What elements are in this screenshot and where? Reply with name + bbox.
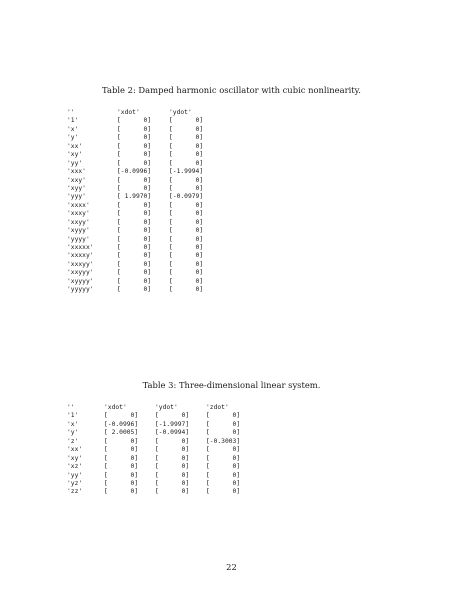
coefficient-cell: [ 0]: [169, 184, 204, 192]
coefficient-cell: [ 0]: [104, 463, 139, 471]
coefficient-cell: [-1.9997]: [155, 420, 190, 428]
table-row: [67, 185, 214, 193]
table-row: [67, 261, 214, 269]
coefficient-cell: [ 0]: [117, 269, 152, 277]
table-row: [67, 252, 214, 260]
table-row: [67, 126, 214, 134]
row-label: 'y': [67, 134, 79, 142]
column-header: 'zdot': [206, 404, 229, 411]
coefficient-cell: [ 0]: [206, 429, 241, 437]
coefficient-cell: [ 0]: [117, 159, 152, 167]
row-label: 'yy': [67, 159, 83, 167]
coefficient-cell: [ 0]: [117, 277, 152, 285]
column-header: '': [67, 109, 75, 116]
table-row: [67, 455, 251, 463]
coefficient-cell: [ 0]: [169, 235, 204, 243]
table-row: [67, 143, 214, 151]
table-row: [67, 412, 251, 420]
coefficient-cell: [ 0]: [206, 420, 241, 428]
coefficient-cell: [ 0]: [117, 201, 152, 209]
coefficient-cell: [-0.0994]: [155, 429, 190, 437]
coefficient-cell: [ 0]: [206, 446, 241, 454]
row-label: 'zz': [67, 488, 83, 496]
row-label: 'xyyyy': [67, 277, 94, 285]
coefficient-cell: [ 0]: [117, 227, 152, 235]
coefficient-cell: [ 0]: [169, 142, 204, 150]
coefficient-cell: [ 0]: [155, 488, 190, 496]
row-label: 'yyy': [67, 193, 86, 201]
table-header-row: [67, 404, 251, 412]
row-label: 'y': [67, 429, 79, 437]
table-row: [67, 488, 251, 496]
row-label: '1': [67, 412, 79, 420]
coefficient-cell: [ 0]: [117, 125, 152, 133]
coefficient-cell: [ 0]: [206, 479, 241, 487]
coefficient-cell: [ 0]: [169, 277, 204, 285]
table-row: [67, 286, 214, 294]
coefficient-cell: [ 0]: [169, 218, 204, 226]
row-label: 'yz': [67, 479, 83, 487]
row-label: 'xx': [67, 446, 83, 454]
table-row: [67, 117, 214, 125]
coefficient-cell: [ 0]: [104, 412, 139, 420]
coefficient-cell: [ 0]: [206, 471, 241, 479]
table-row: [67, 244, 214, 252]
coefficient-cell: [ 0]: [155, 437, 190, 445]
table-row: [67, 227, 214, 235]
row-label: 'xxxyy': [67, 260, 94, 268]
row-label: 'xxyyy': [67, 269, 94, 277]
coefficient-cell: [ 0]: [169, 151, 204, 159]
table-row: [67, 269, 214, 277]
coefficient-cell: [ 0]: [117, 142, 152, 150]
coefficient-cell: [ 0]: [206, 488, 241, 496]
row-label: 'xxxy': [67, 210, 90, 218]
coefficient-cell: [ 0]: [169, 176, 204, 184]
coefficient-cell: [ 0]: [169, 244, 204, 251]
coefficient-cell: [ 1.9970]: [117, 193, 152, 201]
coefficient-cell: [ 2.0005]: [104, 429, 139, 437]
table-row: [67, 480, 251, 488]
coefficient-cell: [ 0]: [117, 151, 152, 159]
table-row: [67, 177, 214, 185]
row-label: 'xxxxy': [67, 252, 94, 260]
row-label: 'x': [67, 420, 79, 428]
column-header: 'xdot': [117, 109, 140, 116]
table-row: [67, 463, 251, 471]
row-label: 'xyy': [67, 184, 86, 192]
row-label: 'xx': [67, 142, 83, 150]
coefficient-cell: [ 0]: [117, 176, 152, 184]
column-header: '': [67, 404, 75, 411]
coefficient-cell: [-0.3003]: [206, 437, 241, 445]
coefficient-cell: [ 0]: [117, 184, 152, 192]
coefficient-cell: [ 0]: [206, 463, 241, 471]
table-row: [67, 151, 214, 159]
table-row: [67, 202, 214, 210]
coefficient-cell: [ 0]: [104, 488, 139, 496]
coefficient-cell: [ 0]: [117, 117, 152, 125]
coefficient-cell: [ 0]: [104, 479, 139, 487]
coefficient-cell: [-0.0979]: [169, 193, 204, 201]
coefficient-cell: [-0.0996]: [117, 168, 152, 176]
page-number: 22: [226, 562, 237, 572]
coefficient-cell: [ 0]: [169, 134, 204, 142]
row-label: 'yyyyy': [67, 286, 94, 294]
column-header: 'ydot': [155, 404, 178, 411]
table-row: [67, 278, 214, 286]
coefficient-cell: [ 0]: [117, 218, 152, 226]
column-header: 'ydot': [169, 109, 192, 116]
coefficient-cell: [ 0]: [155, 471, 190, 479]
table-row: [67, 421, 251, 429]
table-row: [67, 438, 251, 446]
row-label: 'xz': [67, 463, 83, 471]
row-label: 'xy': [67, 454, 83, 462]
column-header: 'xdot': [104, 404, 127, 411]
coefficient-cell: [ 0]: [169, 269, 204, 277]
table-header-row: [67, 109, 214, 117]
table-row: [67, 134, 214, 142]
coefficient-cell: [-0.0996]: [104, 420, 139, 428]
coefficient-cell: [ 0]: [155, 454, 190, 462]
coefficient-cell: [ 0]: [117, 260, 152, 268]
coefficient-cell: [ 0]: [169, 252, 204, 260]
row-label: '1': [67, 117, 79, 125]
row-label: 'xxxx': [67, 201, 90, 209]
row-label: 'xyyy': [67, 227, 90, 235]
table-3-coefficients: [67, 404, 251, 497]
coefficient-cell: [ 0]: [169, 201, 204, 209]
row-label: 'z': [67, 437, 79, 445]
table-row: [67, 168, 214, 176]
coefficient-cell: [ 0]: [117, 210, 152, 218]
coefficient-cell: [ 0]: [169, 227, 204, 235]
coefficient-cell: [ 0]: [206, 412, 241, 420]
table-row: [67, 193, 214, 201]
table-row: [67, 219, 214, 227]
coefficient-cell: [ 0]: [117, 235, 152, 243]
table-row: [67, 236, 214, 244]
table-row: [67, 160, 214, 168]
coefficient-cell: [ 0]: [155, 412, 190, 420]
table-row: [67, 472, 251, 480]
row-label: 'xxx': [67, 168, 86, 176]
coefficient-cell: [ 0]: [117, 244, 152, 251]
row-label: 'xy': [67, 151, 83, 159]
row-label: 'yy': [67, 471, 83, 479]
row-label: 'yyyy': [67, 235, 90, 243]
coefficient-cell: [ 0]: [104, 454, 139, 462]
coefficient-cell: [ 0]: [169, 210, 204, 218]
coefficient-cell: [ 0]: [117, 286, 152, 294]
row-label: 'x': [67, 125, 79, 133]
coefficient-cell: [ 0]: [104, 471, 139, 479]
table-2-caption: Table 2: Damped harmonic oscillator with cubic nonlinearity.: [102, 85, 361, 95]
row-label: 'xxyy': [67, 218, 90, 226]
coefficient-cell: [ 0]: [206, 454, 241, 462]
coefficient-cell: [ 0]: [155, 479, 190, 487]
coefficient-cell: [ 0]: [169, 117, 204, 125]
coefficient-cell: [ 0]: [169, 286, 204, 294]
row-label: 'xxy': [67, 176, 86, 184]
coefficient-cell: [ 0]: [117, 134, 152, 142]
coefficient-cell: [ 0]: [169, 125, 204, 133]
table-row: [67, 210, 214, 218]
coefficient-cell: [ 0]: [104, 437, 139, 445]
coefficient-cell: [ 0]: [117, 252, 152, 260]
coefficient-cell: [ 0]: [104, 446, 139, 454]
table-2-coefficients: [67, 109, 214, 295]
coefficient-cell: [ 0]: [155, 463, 190, 471]
coefficient-cell: [ 0]: [169, 260, 204, 268]
table-3-caption: Table 3: Three-dimensional linear system.: [142, 380, 321, 390]
table-row: [67, 446, 251, 454]
table-row: [67, 429, 251, 437]
coefficient-cell: [ 0]: [155, 446, 190, 454]
row-label: 'xxxxx': [67, 244, 94, 251]
coefficient-cell: [ 0]: [169, 159, 204, 167]
coefficient-cell: [-1.9994]: [169, 168, 204, 176]
